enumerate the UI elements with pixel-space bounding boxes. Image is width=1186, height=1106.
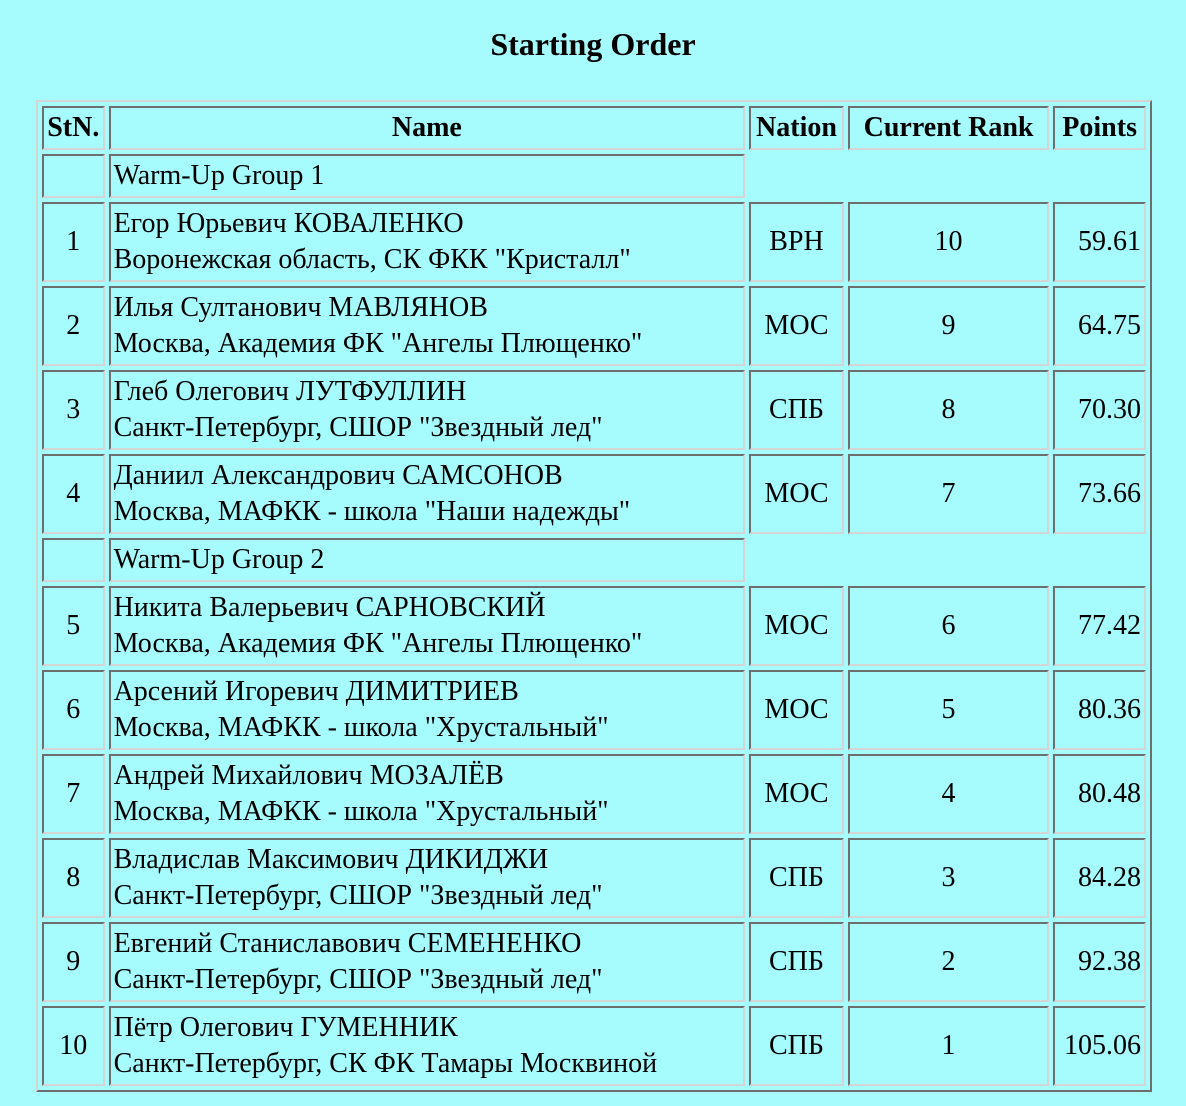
header-name: Name — [109, 106, 746, 150]
points-cell: 92.38 — [1053, 922, 1146, 1002]
points-cell: 80.48 — [1053, 754, 1146, 834]
current-rank-cell: 7 — [848, 454, 1049, 534]
nation-cell: СПБ — [749, 838, 844, 918]
nation-cell: СПБ — [749, 922, 844, 1002]
skater-cell — [109, 370, 746, 450]
skater-name: Евгений Станиславович СЕМЕНЕНКО — [113, 928, 582, 959]
starting-number-cell: 1 — [42, 202, 105, 282]
nation-cell: СПБ — [749, 1006, 844, 1086]
table-row — [42, 286, 1146, 366]
warm-up-group-row — [42, 538, 1146, 582]
skater-club: Москва, МАФКК - школа "Наши надежды" — [113, 496, 631, 527]
skater-club: Москва, Академия ФК "Ангелы Плющенко" — [113, 328, 643, 359]
skater-cell — [109, 202, 746, 282]
warm-up-group-label: Warm-Up Group 1 — [109, 154, 746, 198]
table-row — [42, 586, 1146, 666]
warm-up-group-label: Warm-Up Group 2 — [109, 538, 746, 582]
skater-club: Воронежская область, СК ФКК "Кристалл" — [113, 244, 631, 275]
nation-cell: МОС — [749, 454, 844, 534]
skater-cell — [109, 286, 746, 366]
table-row — [42, 370, 1146, 450]
nation-cell: МОС — [749, 754, 844, 834]
table-row — [42, 670, 1146, 750]
nation-cell: МОС — [749, 286, 844, 366]
header-row — [42, 106, 1146, 150]
table-row — [42, 202, 1146, 282]
skater-cell — [109, 1006, 746, 1086]
skater-name: Арсений Игоревич ДИМИТРИЕВ — [113, 676, 519, 707]
skater-club: Москва, МАФКК - школа "Хрустальный" — [113, 796, 609, 827]
points-cell: 73.66 — [1053, 454, 1146, 534]
skater-name: Даниил Александрович САМСОНОВ — [113, 460, 563, 491]
skater-name: Андрей Михайлович МОЗАЛЁВ — [113, 760, 504, 791]
points-cell: 80.36 — [1053, 670, 1146, 750]
warm-up-group-row — [42, 154, 1146, 198]
header-current-rank: Current Rank — [848, 106, 1049, 150]
skater-club: Санкт-Петербург, СШОР "Звездный лед" — [113, 880, 603, 911]
skater-cell — [109, 754, 746, 834]
nation-cell: МОС — [749, 670, 844, 750]
starting-number-cell: 8 — [42, 838, 105, 918]
points-cell: 77.42 — [1053, 586, 1146, 666]
starting-number-cell: 4 — [42, 454, 105, 534]
skater-cell — [109, 454, 746, 534]
starting-number-cell: 9 — [42, 922, 105, 1002]
table-row — [42, 454, 1146, 534]
nation-cell: ВРН — [749, 202, 844, 282]
points-cell: 64.75 — [1053, 286, 1146, 366]
page-title: Starting Order — [490, 26, 696, 62]
current-rank-cell: 3 — [848, 838, 1049, 918]
table-row — [42, 838, 1146, 918]
current-rank-cell: 2 — [848, 922, 1049, 1002]
skater-club: Москва, МАФКК - школа "Хрустальный" — [113, 712, 609, 743]
current-rank-cell: 1 — [848, 1006, 1049, 1086]
skater-name: Егор Юрьевич КОВАЛЕНКО — [113, 208, 464, 239]
header-nation: Nation — [749, 106, 844, 150]
nation-cell: СПБ — [749, 370, 844, 450]
starting-number-cell: 7 — [42, 754, 105, 834]
skater-club: Москва, Академия ФК "Ангелы Плющенко" — [113, 628, 643, 659]
current-rank-cell: 4 — [848, 754, 1049, 834]
skater-cell — [109, 670, 746, 750]
skater-name: Илья Султанович МАВЛЯНОВ — [113, 292, 488, 323]
table-row — [42, 1006, 1146, 1086]
current-rank-cell: 5 — [848, 670, 1049, 750]
skater-name: Пётр Олегович ГУМЕННИК — [113, 1012, 458, 1043]
points-cell: 84.28 — [1053, 838, 1146, 918]
current-rank-cell: 6 — [848, 586, 1049, 666]
table-row — [42, 922, 1146, 1002]
starting-number-cell: 6 — [42, 670, 105, 750]
current-rank-cell: 8 — [848, 370, 1049, 450]
skater-name: Глеб Олегович ЛУТФУЛЛИН — [113, 376, 467, 407]
group-spacer — [749, 154, 1146, 198]
skater-name: Владислав Максимович ДИКИДЖИ — [113, 844, 549, 875]
current-rank-cell: 10 — [848, 202, 1049, 282]
skater-cell — [109, 922, 746, 1002]
header-stn: StN. — [42, 106, 105, 150]
skater-cell — [109, 586, 746, 666]
group-spacer — [749, 538, 1146, 582]
starting-number-cell: 2 — [42, 286, 105, 366]
current-rank-cell: 9 — [848, 286, 1049, 366]
header-points: Points — [1053, 106, 1146, 150]
points-cell: 70.30 — [1053, 370, 1146, 450]
skater-name: Никита Валерьевич САРНОВСКИЙ — [113, 592, 546, 623]
starting-number-cell: 5 — [42, 586, 105, 666]
group-stn-cell — [42, 538, 105, 582]
table-row — [42, 754, 1146, 834]
skater-club: Санкт-Петербург, СШОР "Звездный лед" — [113, 964, 603, 995]
starting-number-cell: 10 — [42, 1006, 105, 1086]
points-cell: 105.06 — [1053, 1006, 1146, 1086]
table-body — [42, 154, 1146, 1086]
starting-number-cell: 3 — [42, 370, 105, 450]
nation-cell: МОС — [749, 586, 844, 666]
skater-cell — [109, 838, 746, 918]
starting-order-table — [36, 100, 1152, 1092]
group-stn-cell — [42, 154, 105, 198]
skater-club: Санкт-Петербург, СШОР "Звездный лед" — [113, 412, 603, 443]
points-cell: 59.61 — [1053, 202, 1146, 282]
skater-club: Санкт-Петербург, СК ФК Тамары Москвиной — [113, 1048, 658, 1079]
